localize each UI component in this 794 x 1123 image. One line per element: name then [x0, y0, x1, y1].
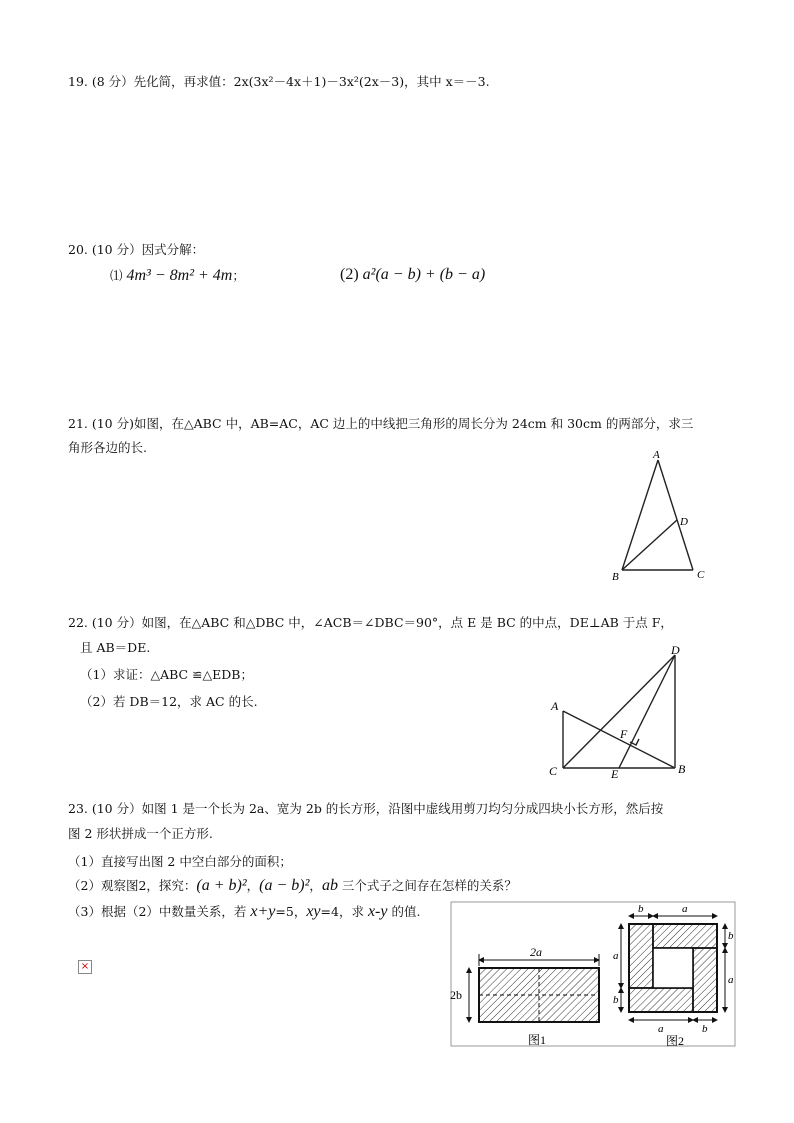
- fig2-label-b-left: b: [613, 994, 619, 1006]
- q22-label-C: C: [549, 764, 558, 778]
- q23-part3-pre: （3）根据（2）中数量关系，若: [68, 904, 251, 919]
- fig2-caption: 图2: [666, 1034, 685, 1048]
- q20-part2-label: (2): [340, 266, 359, 283]
- q23-xy: xy: [306, 903, 321, 920]
- q22-label-D: D: [671, 643, 680, 657]
- q23-part3-mid1: =5，: [275, 904, 307, 919]
- q23-x-minus-y: x-y: [367, 903, 388, 920]
- q22-part2: （2）若 DB＝12，求 AC 的长.: [80, 694, 258, 709]
- fig1-rectangle: [469, 954, 599, 1022]
- q23-part2: [68, 876, 517, 895]
- fig1-label-2b: 2b: [450, 988, 462, 1002]
- q23-line2: 图 2 形状拼成一个正方形.: [68, 826, 213, 841]
- fig1-caption: 图1: [528, 1033, 547, 1047]
- q23-part2-sep2: ，: [309, 878, 322, 893]
- fig2-label-b-top: b: [638, 903, 644, 915]
- q23-part3-post: 的值.: [387, 904, 421, 919]
- q23-x-plus-y: x+y: [250, 903, 276, 920]
- q21-figure: [600, 448, 720, 588]
- q22-part1: （1）求证：△ABC ≌△EDB；: [80, 667, 253, 682]
- fig2-label-b-bottom: b: [702, 1023, 708, 1035]
- q23-part2-pre: （2）观察图2，探究：: [68, 878, 197, 893]
- q19-text: 19. (8 分）先化简，再求值：2x(3x²－4x＋1)－3x²(2x－3)，其中 x＝－3.: [68, 74, 490, 89]
- q23-part2-post: 三个式子之间存在怎样的关系？: [337, 878, 517, 893]
- q23-expr-a-plus-b: (a + b)²: [196, 877, 247, 894]
- q23-figures: [450, 898, 736, 1048]
- q22-label-E: E: [611, 767, 619, 780]
- q22-figure: [545, 640, 690, 780]
- q22-line2: 且 AB＝DE.: [80, 640, 151, 655]
- fig2-square: [621, 916, 725, 1020]
- q23-part1: （1）直接写出图 2 中空白部分的面积；: [68, 854, 292, 869]
- fig2-label-a-top: a: [682, 903, 688, 915]
- broken-image-icon: ×: [78, 960, 92, 974]
- q22-label-F: F: [620, 727, 628, 741]
- q20-part1: [110, 266, 245, 285]
- q20-title: 20. (10 分）因式分解：: [68, 242, 205, 257]
- q23-part3-mid2: =4，求: [320, 904, 368, 919]
- q21-label-B: B: [612, 571, 619, 583]
- fig2-label-a-left: a: [613, 950, 619, 962]
- q20-part1-expr: 4m³ − 8m² + 4m: [126, 267, 233, 284]
- q20-part2-expr: a²(a − b) + (b − a): [362, 266, 486, 283]
- q21-label-C: C: [697, 569, 705, 581]
- q23-line1: 23. (10 分）如图 1 是一个长为 2a、宽为 2b 的长方形，沿图中虚线用剪刀均匀分成四块小长方形，然后按: [68, 801, 664, 816]
- q22-line1: 22. (10 分）如图，在△ABC 和△DBC 中，∠ACB＝∠DBC＝90°，点 E 是 BC 的中点，DE⊥AB 于点 F，: [68, 615, 673, 630]
- q20-part1-label: ⑴: [110, 268, 123, 283]
- q22-label-B: B: [678, 762, 686, 776]
- q23-expr-ab: ab: [321, 877, 338, 894]
- q23-expr-a-minus-b: (a − b)²: [259, 877, 310, 894]
- q21-label-A: A: [653, 449, 660, 461]
- q21-label-D: D: [680, 516, 688, 528]
- q23-part3: [68, 902, 420, 921]
- fig1-label-2a: 2a: [530, 945, 542, 959]
- q20-part2: [340, 266, 485, 284]
- q23-part2-sep: ，: [246, 878, 260, 893]
- q21-line1: 21. (10 分)如图，在△ABC 中，AB=AC，AC 边上的中线把三角形的周长分为 24cm 和 30cm 的两部分，求三: [68, 416, 694, 431]
- fig2-label-a-bottom: a: [658, 1023, 664, 1035]
- q22-label-A: A: [551, 699, 559, 713]
- q20-part1-end: ；: [232, 268, 245, 283]
- fig2-label-b-right: b: [728, 930, 734, 942]
- fig2-label-a-right: a: [728, 974, 734, 986]
- q21-line2: 角形各边的长.: [68, 440, 147, 455]
